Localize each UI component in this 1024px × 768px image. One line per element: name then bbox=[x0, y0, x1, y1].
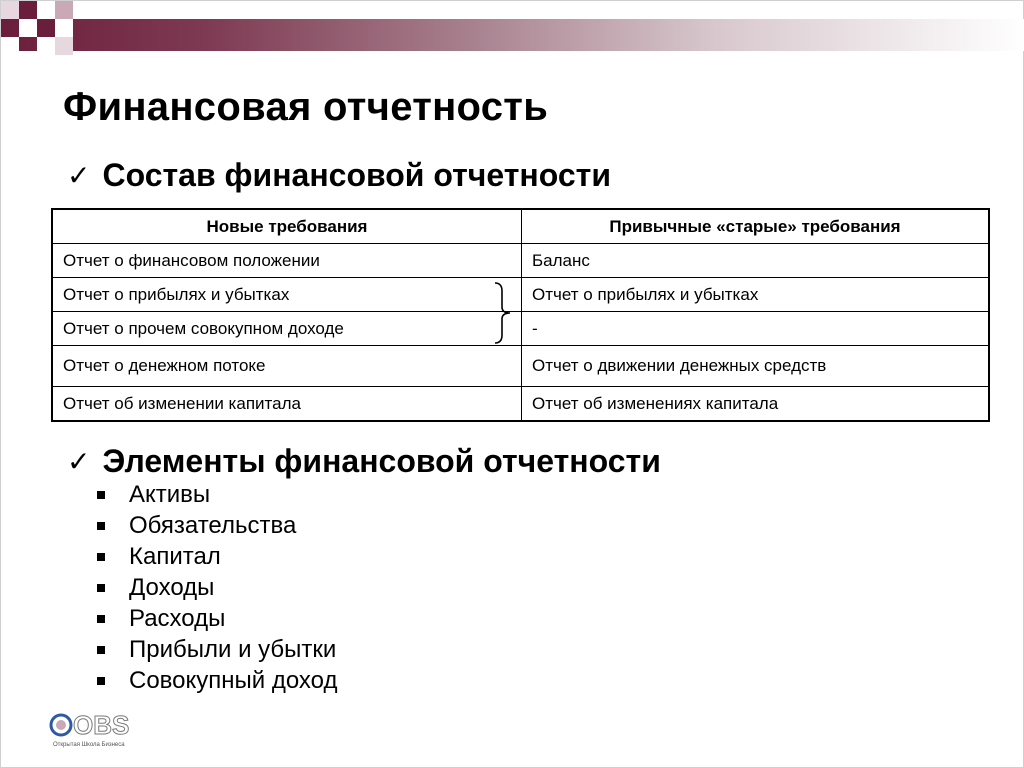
table-cell: Отчет о прибылях и убытках bbox=[522, 278, 990, 312]
decor-square bbox=[55, 19, 73, 37]
table-row bbox=[52, 312, 989, 346]
top-decoration bbox=[1, 1, 1024, 69]
list-item-text: Капитал bbox=[129, 543, 221, 570]
logo-tagline: Открытая Школа Бизнеса bbox=[53, 742, 125, 748]
checkmark-icon: ✓ bbox=[67, 159, 91, 192]
table-cell: Отчет о движении денежных средств bbox=[522, 346, 990, 387]
table-row bbox=[52, 244, 989, 278]
table-header-row bbox=[52, 209, 989, 244]
square-bullet-icon bbox=[97, 615, 105, 623]
table-row bbox=[52, 278, 989, 312]
list-item bbox=[97, 572, 338, 603]
logo-text: OBS bbox=[73, 710, 130, 740]
square-bullet-icon bbox=[97, 646, 105, 654]
curly-brace-icon bbox=[492, 281, 514, 345]
decor-square bbox=[1, 37, 19, 55]
checkmark-icon: ✓ bbox=[67, 445, 91, 478]
decor-square bbox=[37, 1, 55, 19]
table-cell: Баланс bbox=[522, 244, 990, 278]
table-cell: Отчет об изменениях капитала bbox=[522, 387, 990, 422]
list-item bbox=[97, 541, 338, 572]
list-item bbox=[97, 479, 338, 510]
slide-title: Финансовая отчетность bbox=[63, 85, 549, 129]
section-heading-text: Элементы финансовой отчетности bbox=[102, 443, 661, 479]
square-bullet-icon bbox=[97, 553, 105, 561]
list-item-text: Обязательства bbox=[129, 512, 297, 539]
table-cell: Отчет о прочем совокупном доходе bbox=[52, 312, 522, 346]
list-item bbox=[97, 634, 338, 665]
list-item-text: Активы bbox=[129, 481, 211, 508]
list-item-text: Доходы bbox=[129, 574, 215, 601]
table-row bbox=[52, 387, 989, 422]
elements-list bbox=[97, 479, 338, 696]
square-bullet-icon bbox=[97, 677, 105, 685]
table-row bbox=[52, 346, 989, 387]
list-item bbox=[97, 665, 338, 696]
list-item-text: Прибыли и убытки bbox=[129, 636, 337, 663]
table-cell: - bbox=[522, 312, 990, 346]
list-item bbox=[97, 510, 338, 541]
table-cell: Отчет о финансовом положении bbox=[52, 244, 522, 278]
decor-square bbox=[37, 37, 55, 55]
list-item bbox=[97, 603, 338, 634]
table-cell: Отчет об изменении капитала bbox=[52, 387, 522, 422]
square-bullet-icon bbox=[97, 491, 105, 499]
decor-square bbox=[37, 19, 55, 37]
decor-square bbox=[55, 37, 73, 55]
table-cell: Отчет о прибылях и убытках bbox=[52, 278, 522, 312]
header-new-requirements: Новые требования bbox=[52, 209, 522, 244]
square-bullet-icon bbox=[97, 584, 105, 592]
decor-square bbox=[19, 1, 37, 19]
header-old-requirements: Привычные «старые» требования bbox=[522, 209, 990, 244]
table-cell: Отчет о денежном потоке bbox=[52, 346, 522, 387]
list-item-text: Совокупный доход bbox=[129, 667, 338, 694]
section-heading-composition bbox=[67, 157, 611, 194]
gradient-bar bbox=[1, 19, 1024, 51]
decor-square bbox=[55, 1, 73, 19]
section-heading-elements bbox=[67, 443, 661, 480]
section-heading-text: Состав финансовой отчетности bbox=[102, 157, 611, 193]
square-bullet-icon bbox=[97, 522, 105, 530]
list-item-text: Расходы bbox=[129, 605, 226, 632]
decor-square bbox=[1, 1, 19, 19]
decor-square bbox=[19, 19, 37, 37]
requirements-table bbox=[51, 208, 990, 422]
